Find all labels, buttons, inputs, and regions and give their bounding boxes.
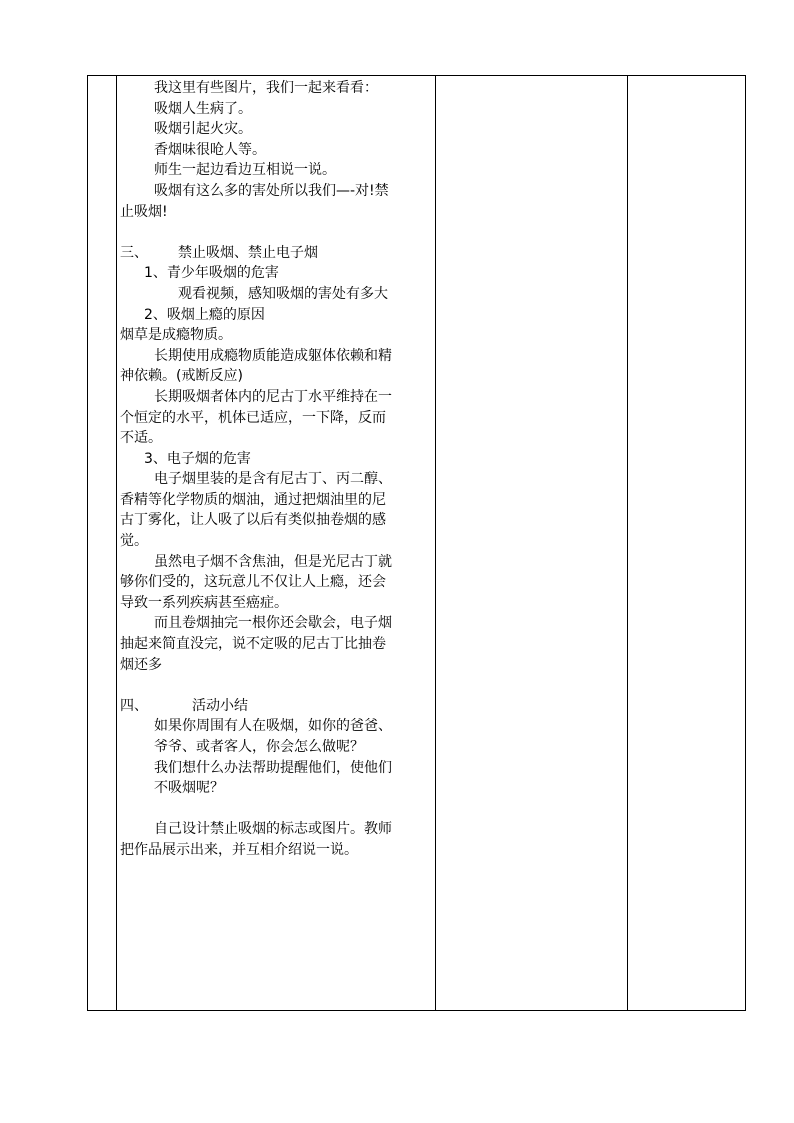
text-line: 吸烟有这么多的害处所以我们—-对!禁 bbox=[154, 182, 389, 199]
text-line: 自己设计禁止吸烟的标志或图片。教师 bbox=[154, 821, 392, 838]
section-title: 禁止吸烟、禁止电子烟 bbox=[178, 244, 318, 261]
blank-line bbox=[120, 675, 432, 696]
lesson-content-cell bbox=[120, 78, 432, 861]
text-line: 观看视频，感知吸烟的害处有多大 bbox=[178, 285, 388, 302]
text-line: 吸烟引起火灾。 bbox=[154, 121, 252, 138]
section-title: 活动小结 bbox=[192, 697, 248, 714]
section-heading-3 bbox=[120, 243, 432, 264]
section-heading-4 bbox=[120, 696, 432, 717]
text-line: 够你们受的，这玩意儿不仅让人上瘾，还会 bbox=[120, 574, 386, 591]
text-line: 觉。 bbox=[120, 533, 148, 550]
text-line: 止吸烟! bbox=[120, 203, 168, 220]
text-line: 不适。 bbox=[120, 430, 162, 447]
text-line: 把作品展示出来，并互相介绍说一说。 bbox=[120, 841, 358, 858]
text-line: 个恒定的水平，机体已适应，一下降，反而 bbox=[120, 409, 386, 426]
text-line: 1、青少年吸烟的危害 bbox=[144, 265, 279, 282]
text-line: 长期吸烟者体内的尼古丁水平维持在一 bbox=[154, 388, 392, 405]
text-line: 爷爷、或者客人，你会怎么做呢？ bbox=[154, 739, 364, 755]
text-line: 师生一起边看边互相说一说。 bbox=[154, 162, 336, 179]
text-line: 长期使用成瘾物质能造成躯体依赖和精 bbox=[154, 347, 392, 364]
blank-line bbox=[120, 799, 432, 820]
section-number: 四、 bbox=[120, 697, 148, 714]
text-line: 电子烟里装的是含有尼古丁、丙二醇、 bbox=[154, 471, 392, 488]
text-line: 2、吸烟上瘾的原因 bbox=[144, 306, 265, 323]
text-line: 我这里有些图片，我们一起来看看： bbox=[154, 80, 378, 96]
column-divider-1 bbox=[116, 76, 117, 1010]
text-line: 烟草是成瘾物质。 bbox=[120, 327, 232, 344]
text-line: 如果你周围有人在吸烟，如你的爸爸、 bbox=[154, 718, 392, 735]
text-line: 3、电子烟的危害 bbox=[144, 450, 251, 467]
text-line: 抽起来简直没完，说不定吸的尼古丁比抽卷 bbox=[120, 636, 386, 653]
text-line: 香精等化学物质的烟油，通过把烟油里的尼 bbox=[120, 491, 386, 508]
text-line: 而且卷烟抽完一根你还会歇会，电子烟 bbox=[154, 615, 392, 632]
text-line: 吸烟人生病了。 bbox=[154, 100, 252, 117]
column-divider-3 bbox=[627, 76, 628, 1010]
section-number: 三、 bbox=[120, 244, 148, 261]
text-line: 神依赖。(戒断反应) bbox=[120, 368, 243, 385]
column-divider-2 bbox=[435, 76, 436, 1010]
text-line: 我们想什么办法帮助提醒他们，使他们 bbox=[154, 759, 392, 776]
text-line: 不吸烟呢？ bbox=[154, 780, 224, 797]
text-line: 古丁雾化，让人吸了以后有类似抽卷烟的感 bbox=[120, 512, 386, 529]
text-line: 导致一系列疾病甚至癌症。 bbox=[120, 594, 288, 611]
text-line: 烟还多 bbox=[120, 656, 162, 673]
text-line: 虽然电子烟不含焦油，但是光尼古丁就 bbox=[154, 553, 392, 570]
blank-line bbox=[120, 222, 432, 243]
text-line: 香烟味很呛人等。 bbox=[154, 141, 266, 158]
